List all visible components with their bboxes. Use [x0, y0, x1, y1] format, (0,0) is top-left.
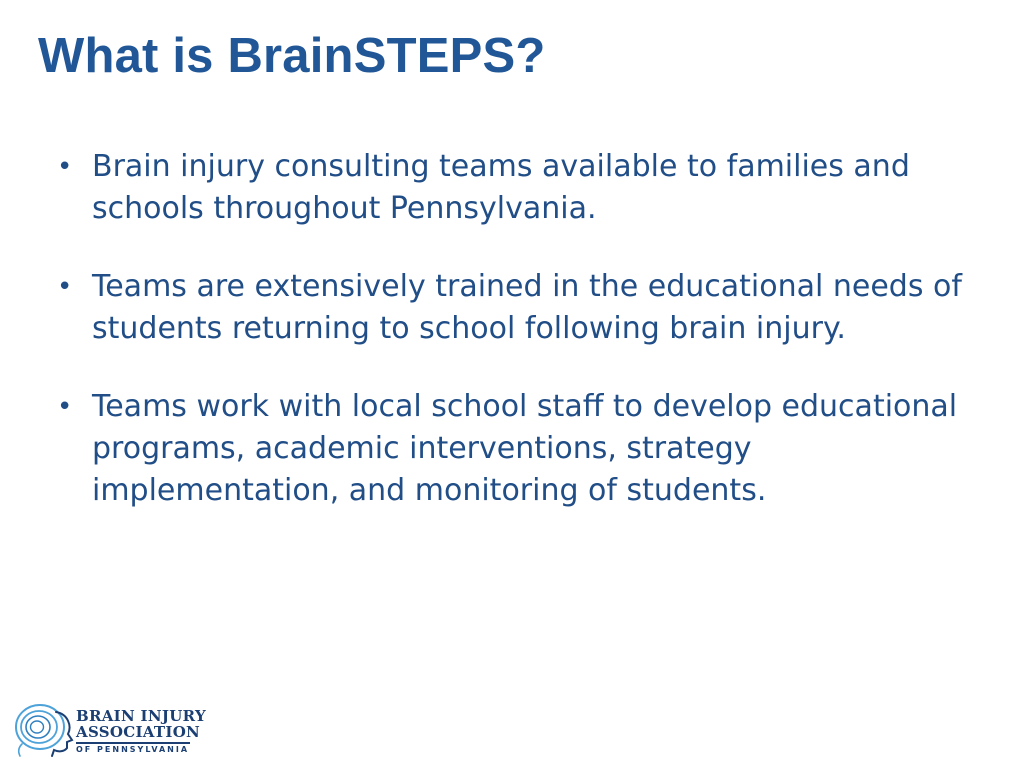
logo-line-of-pennsylvania: OF PENNSYLVANIA: [76, 745, 190, 754]
bullet-item: [54, 146, 1004, 230]
bullet-list: [54, 146, 1004, 548]
bullet-marker: •: [57, 392, 73, 422]
bullet-item: [54, 266, 1004, 350]
bullet-marker: •: [57, 152, 73, 182]
brain-injury-association-logo: [10, 700, 210, 758]
logo-wordmark: [76, 708, 206, 755]
logo-line-association: ASSOCIATION: [76, 723, 201, 741]
logo-divider: [76, 742, 190, 744]
bullet-text: Teams work with local school staff to develop educational programs, academic interventions, strategy implementation, and monitoring of students.: [92, 389, 958, 508]
logo-line-brain-injury: BRAIN INJURY: [76, 707, 206, 725]
bullet-marker: •: [57, 272, 73, 302]
bullet-text: Brain injury consulting teams available to families and schools throughout Pennsylvania.: [92, 149, 910, 226]
slide-title: What is BrainSTEPS?: [38, 29, 546, 83]
bullet-text: Teams are extensively trained in the educational needs of students returning to school following brain injury.: [92, 269, 962, 346]
head-profile-icon: [10, 700, 74, 758]
bullet-item: [54, 386, 1004, 512]
